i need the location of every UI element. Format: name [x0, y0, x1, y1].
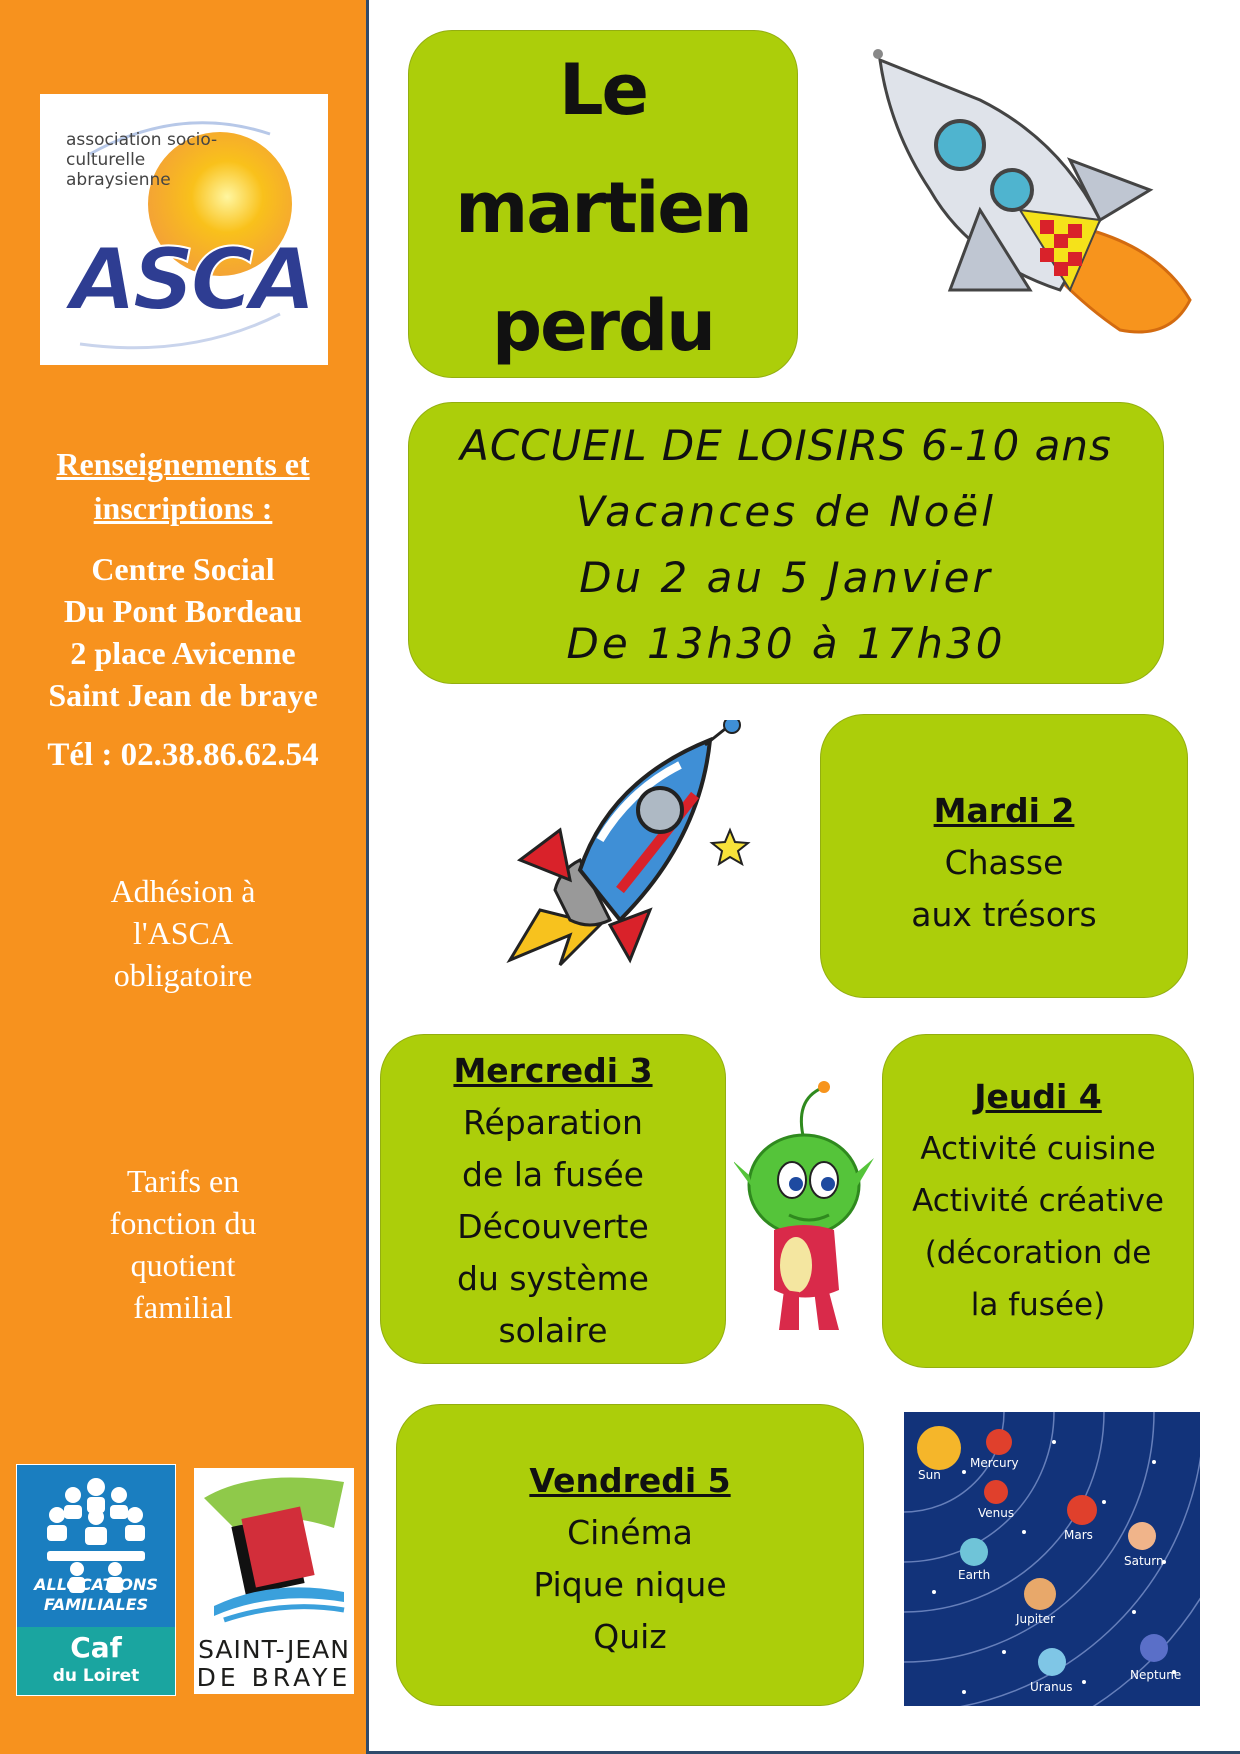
accueil-line: De 13h30 à 17h30 — [566, 619, 1006, 668]
asca-logo-letters: ASCA — [70, 230, 313, 330]
day-heading: Vendredi 5 — [529, 1461, 731, 1500]
caf-line1: ALLOCATIONS — [34, 1575, 158, 1594]
planet-label-mars: Mars — [1064, 1528, 1093, 1542]
sjb-logo — [194, 1468, 354, 1694]
caf-line4: du Loiret — [52, 1666, 140, 1686]
adhesion-line: obligatoire — [113, 957, 253, 993]
address-line: Centre Social — [91, 551, 275, 587]
day-card-mercredi — [380, 1034, 726, 1364]
planet-label-sun: Sun — [918, 1468, 941, 1482]
day-card-jeudi — [882, 1034, 1194, 1368]
day-card-vendredi — [396, 1404, 864, 1706]
accueil-line: Vacances de Noël — [576, 487, 996, 536]
day-activity: (décoration de — [924, 1235, 1152, 1271]
info-heading: Renseignements et inscriptions : — [56, 446, 310, 526]
sjb-line1: SAINT-JEAN — [198, 1635, 350, 1664]
title-line: Le — [558, 49, 648, 131]
planet-label-neptune: Neptune — [1130, 1668, 1182, 1682]
asca-logo-subtitle: association socio-culturelle abraysienne — [66, 130, 218, 190]
day-activity: Activité créative — [912, 1183, 1164, 1219]
caf-logo — [16, 1464, 176, 1696]
planet-label-jupiter: Jupiter — [1016, 1612, 1056, 1626]
title-line: perdu — [491, 285, 715, 367]
planet-label-saturn: Saturn — [1124, 1554, 1164, 1568]
day-activity: aux trésors — [911, 895, 1097, 934]
cartoon-rocket-illustration — [500, 720, 760, 970]
day-card-mardi — [820, 714, 1188, 998]
title-line: martien — [455, 167, 751, 249]
adhesion-line: l'ASCA — [132, 915, 233, 951]
sjb-line2: DE BRAYE — [196, 1663, 352, 1692]
caf-teal-band — [17, 1627, 175, 1695]
tarifs-line: Tarifs en — [126, 1163, 240, 1199]
adhesion-note — [0, 870, 366, 996]
day-heading: Mardi 2 — [933, 791, 1075, 830]
day-activity: de la fusée — [462, 1155, 644, 1194]
green-alien-illustration — [734, 1080, 884, 1340]
asca-logo — [40, 94, 328, 365]
accueil-info-card — [408, 402, 1164, 684]
accueil-line: Du 2 au 5 Janvier — [579, 553, 993, 602]
adhesion-line: Adhésion à — [110, 873, 256, 909]
day-activity: Pique nique — [533, 1565, 727, 1604]
day-activity: Découverte — [457, 1207, 649, 1246]
phone-number: Tél : 02.38.86.62.54 — [47, 737, 319, 773]
day-heading: Jeudi 4 — [974, 1077, 1102, 1116]
caf-line3: Caf — [70, 1631, 122, 1664]
address-line: 2 place Avicenne — [70, 635, 296, 671]
planet-label-uranus: Uranus — [1030, 1680, 1073, 1694]
address-block — [0, 548, 366, 716]
planet-label-earth: Earth — [958, 1568, 991, 1582]
day-activity: solaire — [498, 1311, 608, 1350]
tarifs-line: familial — [133, 1289, 233, 1325]
day-activity: Quiz — [593, 1617, 667, 1656]
address-line: Saint Jean de braye — [48, 677, 318, 713]
planet-label-mercury: Mercury — [970, 1456, 1019, 1470]
day-activity: Activité cuisine — [920, 1131, 1156, 1167]
day-activity: du système — [457, 1259, 649, 1298]
caf-line2: FAMILIALES — [43, 1595, 149, 1614]
tarifs-line: fonction du — [109, 1205, 257, 1241]
sjb-logo-graphic — [194, 1468, 354, 1628]
tarifs-line: quotient — [130, 1247, 236, 1283]
day-activity: Cinéma — [567, 1513, 693, 1552]
sidebar-divider — [366, 0, 369, 1754]
title-card — [408, 30, 798, 378]
accueil-line: ACCUEIL DE LOISIRS 6-10 ans — [460, 421, 1112, 470]
tarifs-note — [0, 1160, 366, 1328]
day-activity: la fusée) — [970, 1287, 1106, 1323]
address-line: Du Pont Bordeau — [63, 593, 303, 629]
day-activity: Chasse — [944, 843, 1064, 882]
day-activity: Réparation — [463, 1103, 643, 1142]
silver-rocket-illustration — [860, 40, 1210, 360]
solar-system-illustration — [904, 1412, 1200, 1706]
day-heading: Mercredi 3 — [453, 1051, 653, 1090]
planet-label-venus: Venus — [978, 1506, 1015, 1520]
